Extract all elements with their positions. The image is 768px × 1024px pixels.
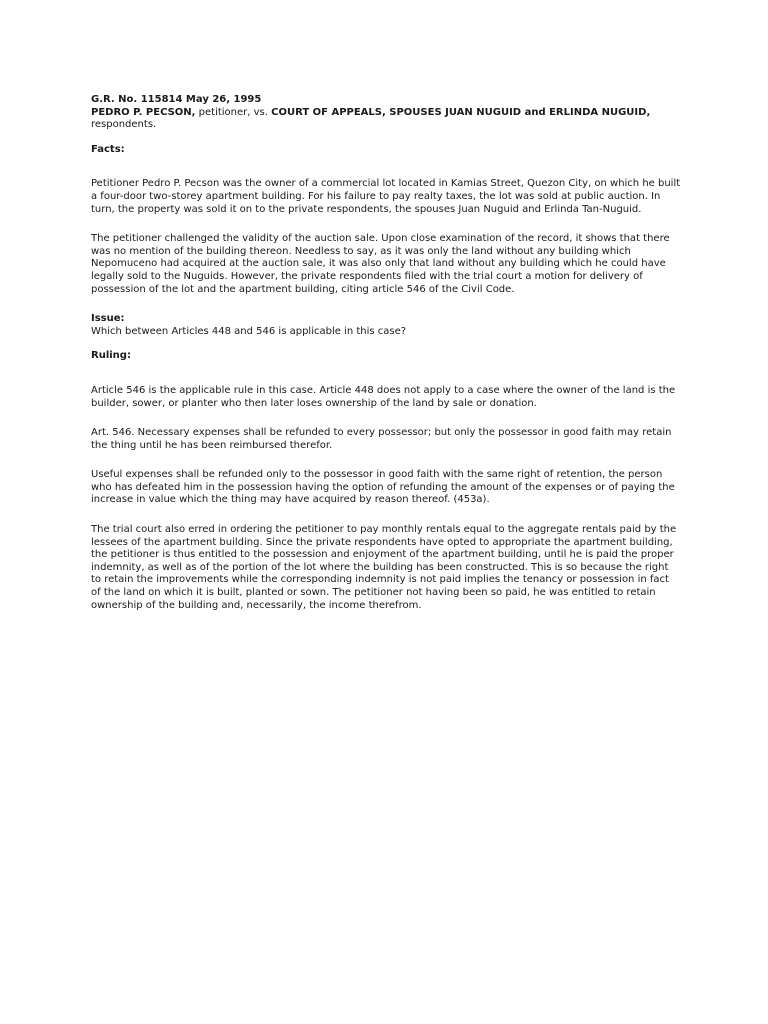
respondent-names: COURT OF APPEALS, SPOUSES JUAN NUGUID and ERLINDA NUGUID,	[271, 106, 651, 118]
useful-expenses-paragraph: Useful expenses shall be refunded only to the possessor in good faith with the same right of retention, the person who has defeated him in the possession having the option of refunding the amount of the expenses or of paying the increase in value which the thing may have acquired by reason thereof. (453a).	[91, 469, 675, 506]
article-546-paragraph: Art. 546. Necessary expenses shall be refunded to every possessor; but only the possessor in good faith may retain the thing until he has been reimbursed therefor.	[91, 427, 672, 451]
respondent-role: respondents.	[91, 119, 157, 131]
case-number-date: G.R. No. 115814 May 26, 1995	[91, 94, 262, 105]
issue-text: Which between Articles 448 and 546 is applicable in this case?	[91, 325, 407, 337]
ruling-heading: Ruling:	[91, 350, 131, 362]
ruling-paragraph: Article 546 is the applicable rule in this case. Article 448 does not apply to a case where the owner of the land is the builder, sower, or planter who then later loses ownership of the land by sale or donation.	[91, 384, 676, 409]
ruling-paragraph: The trial court also erred in ordering the petitioner to pay monthly rentals equal to the aggregate rentals paid by the lessees of the apartment building. Since the private respondents have opted to appropriate the apartment building, the petitioner is thus entitled to the possession and enjoyment of the apartment building, until he is paid the proper indemnity, as well as of the portion of the lot where the building has been constructed. This is so because the right to retain the improvements while the corresponding indemnity is not paid implies the tenancy or possession in fact of the land on which it is built, planted or sown. The petitioner not having been so paid, he was entitled to retain ownership of the building and, necessarily, the income therefrom.	[91, 524, 677, 611]
issue-heading: Issue:	[91, 313, 125, 325]
petitioner-name: PEDRO P. PECSON,	[91, 106, 196, 118]
document-page	[91, 94, 681, 612]
facts-paragraph: Petitioner Pedro P. Pecson was the owner of a commercial lot located in Kamias Street, Quezon City, on which he built a four-door two-storey apartment building. For his failure to pay realty taxes, the lot was sold at public auction. In turn, the property was sold it on to the private respondents, the spouses Juan Nuguid and Erlinda Tan-Nuguid.	[91, 178, 681, 215]
petitioner-role: petitioner, vs.	[195, 106, 272, 118]
case-parties	[91, 107, 681, 132]
facts-paragraph: The petitioner challenged the validity of the auction sale. Upon close examination of the record, it shows that there was no mention of the building thereon. Needless to say, as it was only the land without any building which Nepomuceno had acquired at the auction sale, it was also only that land without any building which he could have legally sold to the Nuguids. However, the private respondents filed with the trial court a motion for delivery of possession of the lot and the apartment building, citing article 546 of the Civil Code.	[91, 233, 670, 295]
facts-heading: Facts:	[91, 143, 125, 155]
